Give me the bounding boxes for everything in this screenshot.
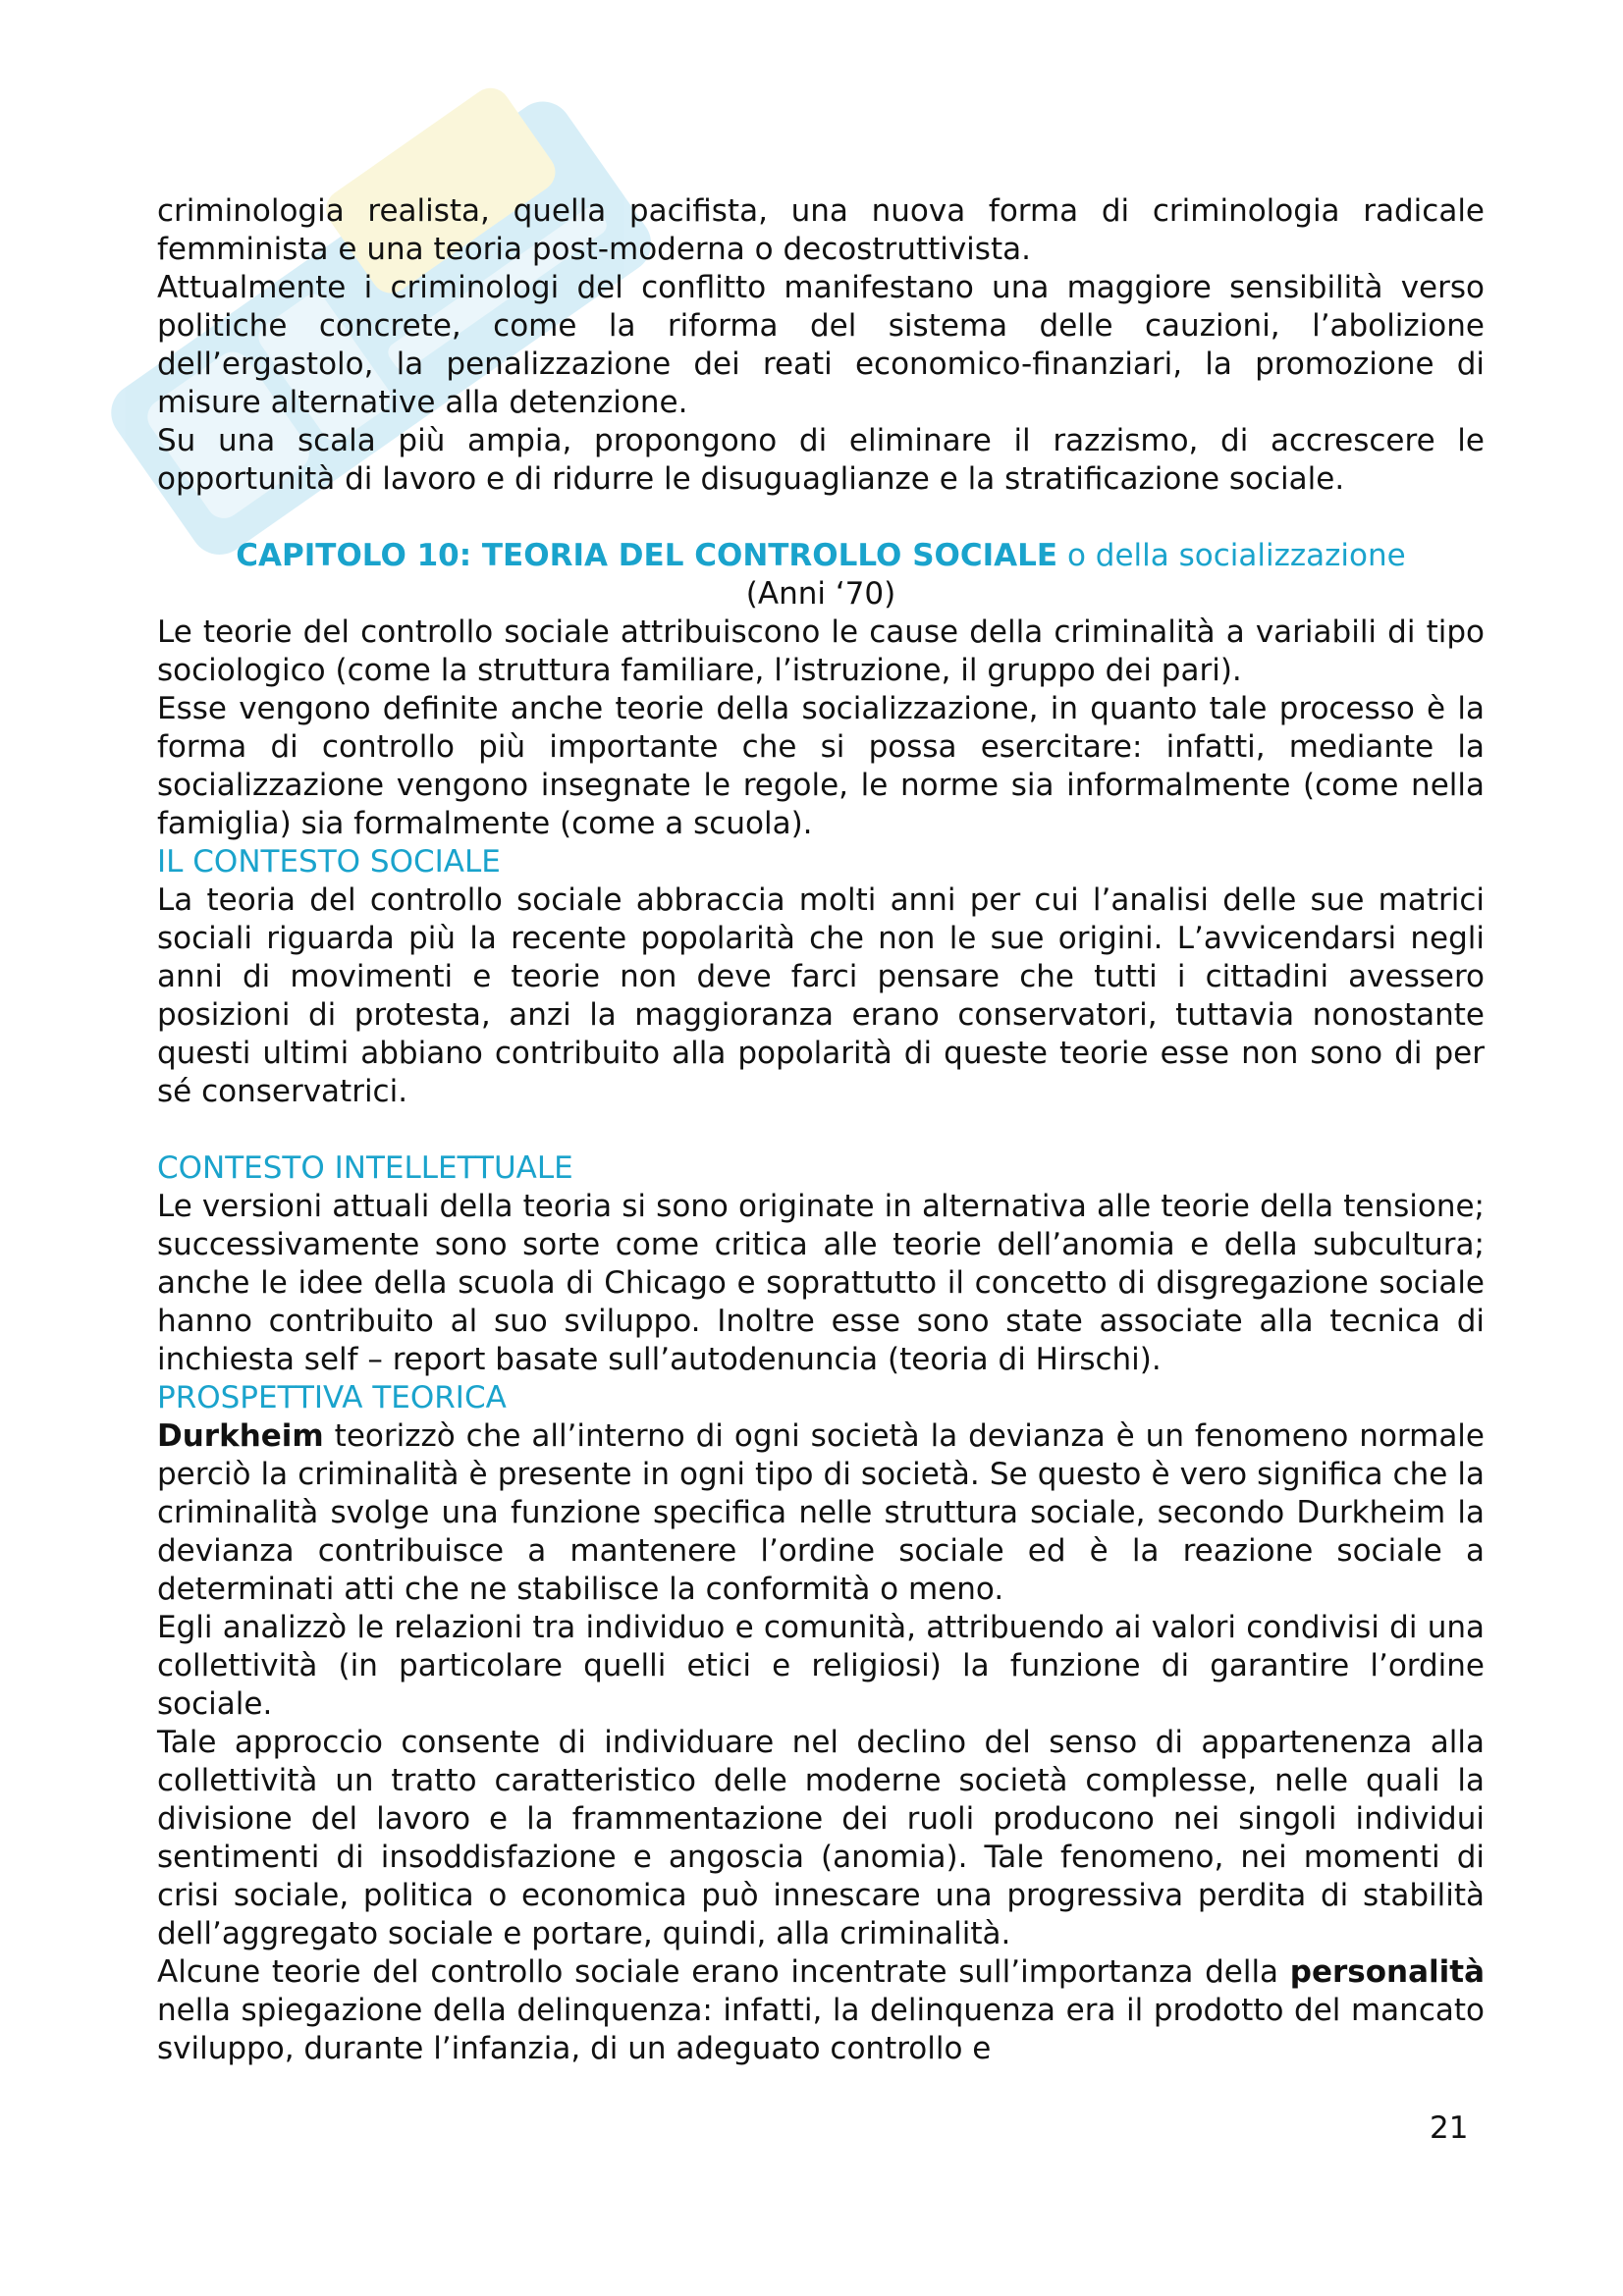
paragraph: Le versioni attuali della teoria si sono originate in alternativa alle teorie della tensione; successivamente sono sorte come critica alle teorie dell’anomia e della subcultura; anche le idee della scuola di Chicago e soprattutto il concetto di disgregazione sociale hanno contribuito al suo sviluppo. Inoltre esse sono state associate alla tecnica di inchiesta self – report basate sull’autodenuncia (teoria di Hirschi). — [157, 1189, 1485, 1377]
paragraph: Su una scala più ampia, propongono di eliminare il razzismo, di accrescere le opportunità di lavoro e di ridurre le disuguaglianze e la stratificazione sociale. — [157, 423, 1485, 497]
chapter-title-rest: o della socializzazione — [1057, 538, 1406, 573]
paragraph: Egli analizzò le relazioni tra individuo e comunità, attribuendo ai valori condivisi di una collettività (in particolare quelli etici e religiosi) la funzione di garantire l’ordine sociale. — [157, 1610, 1485, 1722]
document-page — [157, 192, 1485, 2068]
bold-term-personalita: personalità — [1289, 1954, 1485, 1990]
chapter-title-bold: CAPITOLO 10: TEORIA DEL CONTROLLO SOCIALE — [236, 538, 1058, 573]
paragraph: Tale approccio consente di individuare nel declino del senso di appartenenza alla collettività un tratto caratteristico delle moderne società complesse, nelle quali la divisione del lavoro e la frammentazione dei ruoli producono nei singoli individui sentimenti di insoddisfazione e angoscia (anomia). Tale fenomeno, nei momenti di crisi sociale, politica o economica può innescare una progressiva perdita di stabilità dell’aggregato sociale e portare, quindi, alla criminalità. — [157, 1725, 1485, 1951]
section-heading-social-context: IL CONTESTO SOCIALE — [157, 844, 501, 880]
chapter-title — [157, 537, 1485, 575]
paragraph: La teoria del controllo sociale abbraccia molti anni per cui l’analisi delle sue matrici sociali riguarda più la recente popolarità che non le sue origini. L’avvicendarsi negli anni di movimenti e teorie non deve farci pensare che tutti i cittadini avessero posizioni di protesta, anzi la maggioranza erano conservatori, tuttavia nonostante questi ultimi abbiano contribuito alla popolarità di queste teorie esse non sono di per sé conservatrici. — [157, 882, 1485, 1109]
paragraph: Durkheim teorizzò che all’interno di ogni società la devianza è un fenomeno normale perciò la criminalità è presente in ogni tipo di società. Se questo è vero significa che la criminalità svolge una funzione specifica nelle struttura sociale, secondo Durkheim la devianza contribuisce a mantenere l’ordine sociale ed è la reazione sociale a determinati atti che ne stabilisce la conformità o meno. — [157, 1418, 1485, 1607]
bold-term-durkheim: Durkheim — [157, 1418, 324, 1454]
section-heading-theoretical-perspective: PROSPETTIVA TEORICA — [157, 1380, 507, 1415]
section-heading-intellectual-context: CONTESTO INTELLETTUALE — [157, 1150, 573, 1186]
page-number: 21 — [1430, 2110, 1469, 2146]
paragraph: Le teorie del controllo sociale attribuiscono le cause della criminalità a variabili di tipo sociologico (come la struttura familiare, l’istruzione, il gruppo dei pari). — [157, 614, 1485, 688]
paragraph: Esse vengono definite anche teorie della socializzazione, in quanto tale processo è la forma di controllo più importante che si possa esercitare: infatti, mediante la socializzazione vengono insegnate le regole, le norme sia informalmente (come nella famiglia) sia formalmente (come a scuola). — [157, 691, 1485, 841]
paragraph: criminologia realista, quella pacifista, una nuova forma di criminologia radicale femminista e una teoria post-moderna o decostruttivista. — [157, 193, 1485, 267]
paragraph: Attualmente i criminologi del conflitto manifestano una maggiore sensibilità verso politiche concrete, come la riforma del sistema delle cauzioni, l’abolizione dell’ergastolo, la penalizzazione dei reati economico-finanziari, la promozione di misure alternative alla detenzione. — [157, 270, 1485, 420]
paragraph: Alcune teorie del controllo sociale erano incentrate sull’importanza della personalità nella spiegazione della delinquenza: infatti, la delinquenza era il prodotto del mancato sviluppo, durante l’infanzia, di un adeguato controllo e — [157, 1954, 1485, 2066]
chapter-years: (Anni ‘70) — [745, 576, 896, 612]
